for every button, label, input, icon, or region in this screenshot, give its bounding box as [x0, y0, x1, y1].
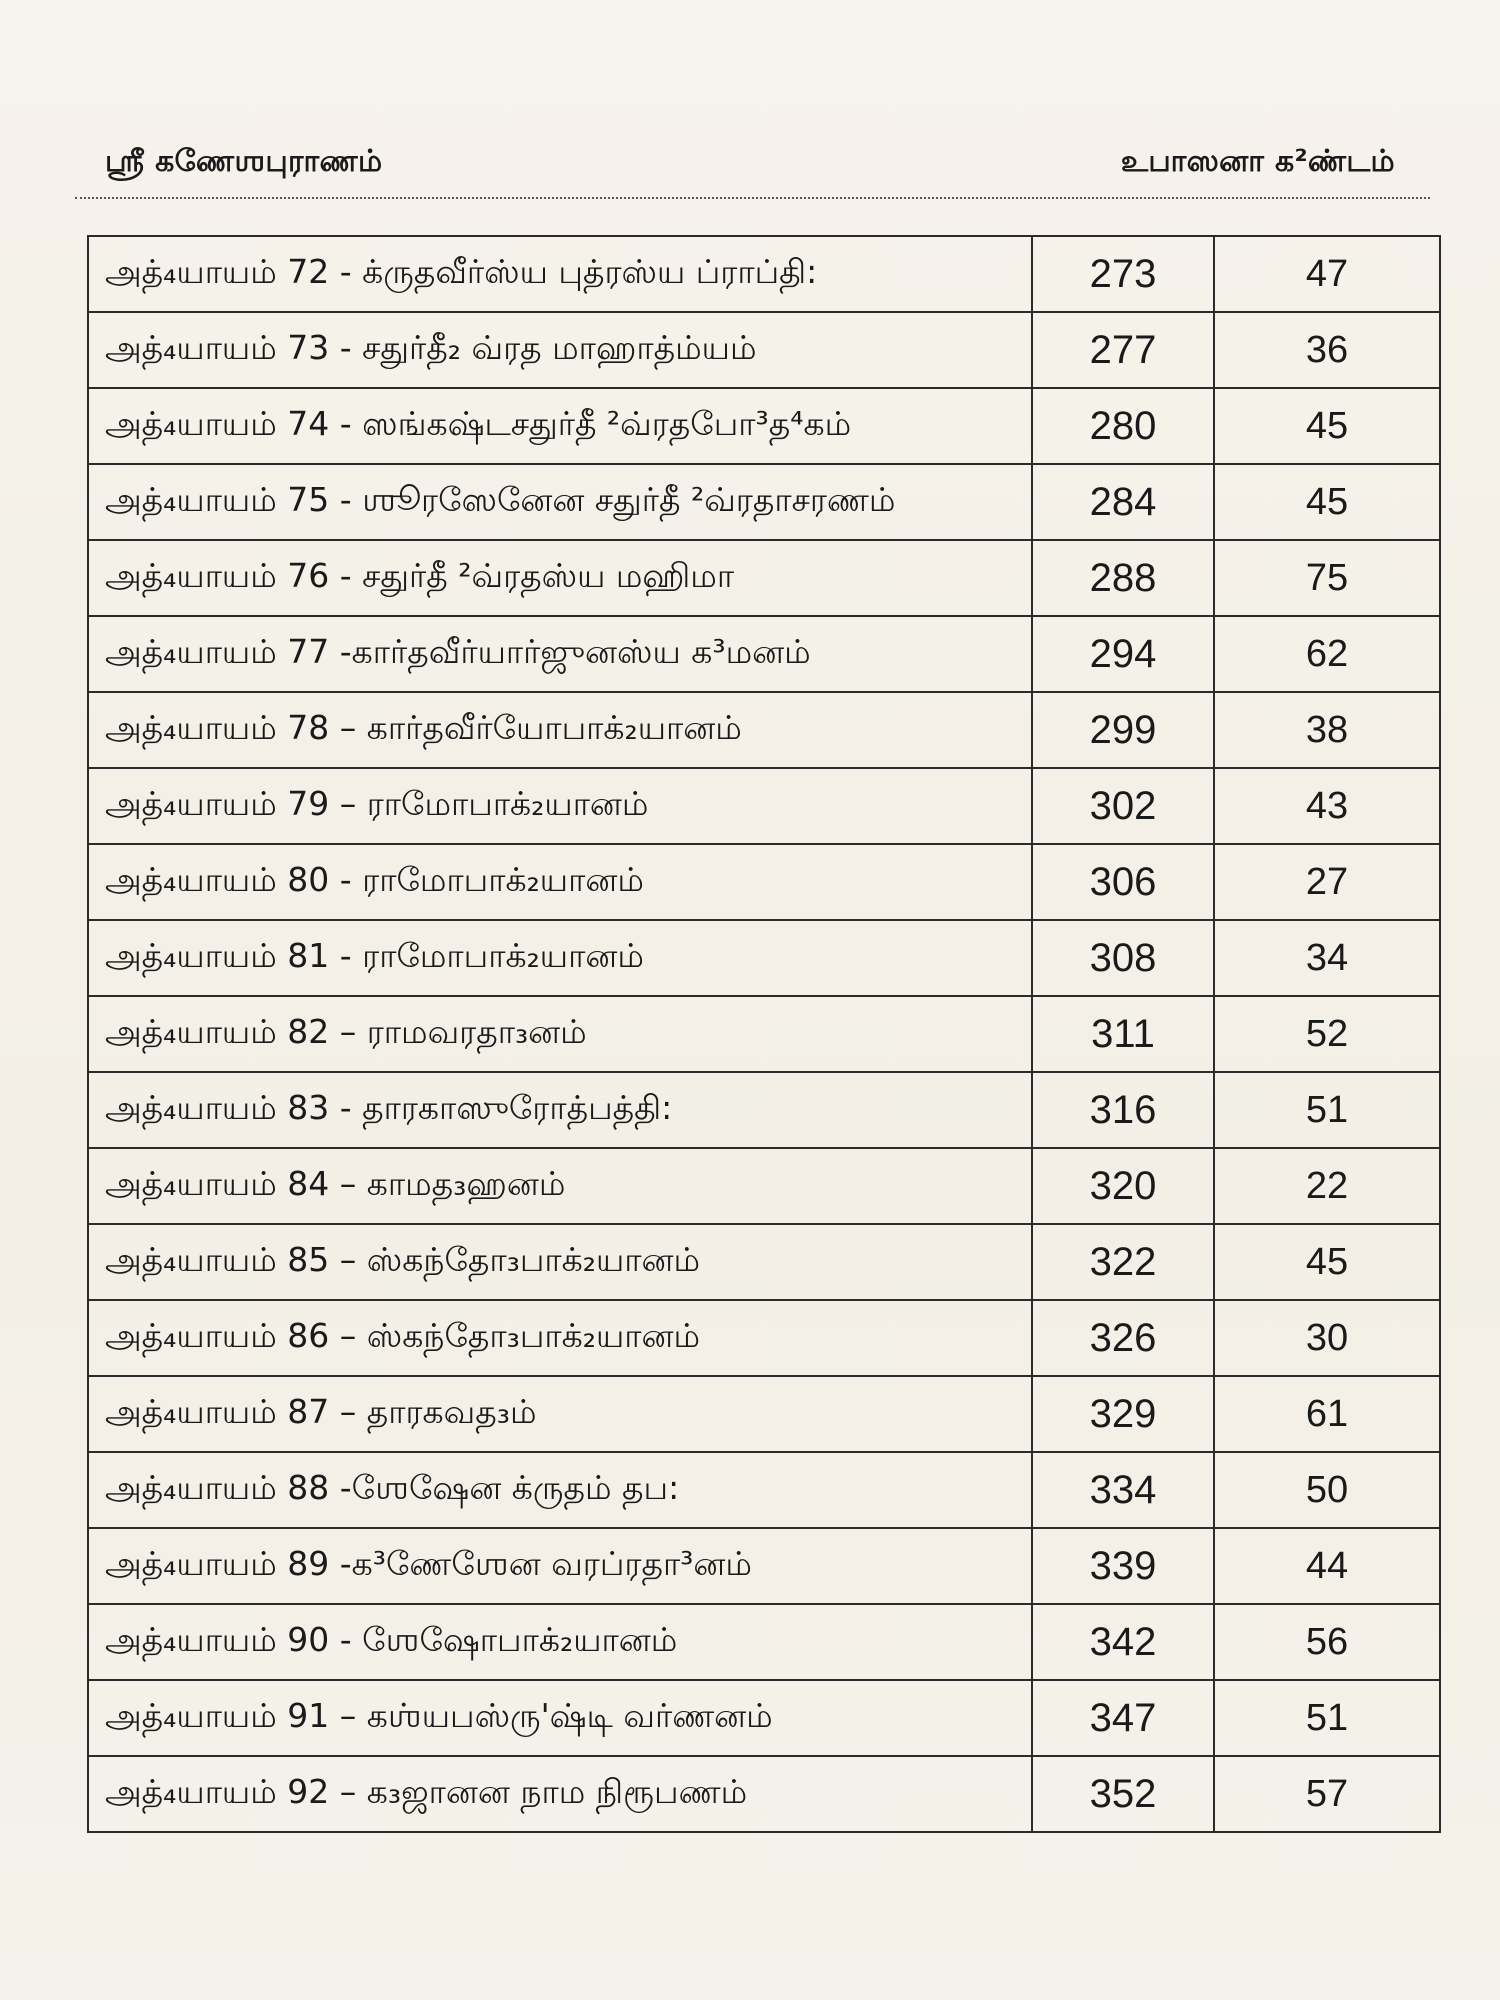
- table-row: [88, 1452, 1440, 1528]
- chapter-title: அத்₄யாயம் 89 -க³ணேஶேன வரப்ரதா³னம்: [88, 1528, 1032, 1604]
- chapter-title: அத்₄யாயம் 90 - ஶேஷோபாக்₂யானம்: [88, 1604, 1032, 1680]
- chapter-title: அத்₄யாயம் 85 – ஸ்கந்தோ₃பாக்₂யானம்: [88, 1224, 1032, 1300]
- page-number: 311: [1032, 996, 1214, 1072]
- verse-count: 62: [1214, 616, 1440, 692]
- verse-count: 47: [1214, 236, 1440, 312]
- table-row: [88, 996, 1440, 1072]
- table-row: [88, 692, 1440, 768]
- page-number: 342: [1032, 1604, 1214, 1680]
- verse-count: 45: [1214, 464, 1440, 540]
- page-number: 316: [1032, 1072, 1214, 1148]
- contents-table-body: [88, 236, 1440, 1832]
- page-number: 352: [1032, 1756, 1214, 1832]
- table-row: [88, 616, 1440, 692]
- page-number: 299: [1032, 692, 1214, 768]
- table-row: [88, 1072, 1440, 1148]
- chapter-title: அத்₄யாயம் 92 – க₃ஜானன நாம நிரூபணம்: [88, 1756, 1032, 1832]
- chapter-title: அத்₄யாயம் 91 – கஶ்யபஸ்ரு'ஷ்டி வர்ணனம்: [88, 1680, 1032, 1756]
- table-row: [88, 312, 1440, 388]
- page-number: 284: [1032, 464, 1214, 540]
- verse-count: 36: [1214, 312, 1440, 388]
- chapter-title: அத்₄யாயம் 83 - தாரகாஸுரோத்பத்தி:: [88, 1072, 1032, 1148]
- table-row: [88, 1376, 1440, 1452]
- table-row: [88, 1224, 1440, 1300]
- page-number: 288: [1032, 540, 1214, 616]
- verse-count: 43: [1214, 768, 1440, 844]
- verse-count: 52: [1214, 996, 1440, 1072]
- chapter-title: அத்₄யாயம் 77 -கார்தவீர்யார்ஜுனஸ்ய க³மனம்: [88, 616, 1032, 692]
- table-row: [88, 768, 1440, 844]
- running-header: [75, 138, 1425, 188]
- chapter-title: அத்₄யாயம் 81 - ராமோபாக்₂யானம்: [88, 920, 1032, 996]
- table-row: [88, 540, 1440, 616]
- chapter-title: அத்₄யாயம் 75 - ஶூரஸேனேன சதுர்தீ ²வ்ரதாசரணம்: [88, 464, 1032, 540]
- page-number: 320: [1032, 1148, 1214, 1224]
- chapter-title: அத்₄யாயம் 76 - சதுர்தீ ²வ்ரதஸ்ய மஹிமா: [88, 540, 1032, 616]
- verse-count: 75: [1214, 540, 1440, 616]
- table-row: [88, 920, 1440, 996]
- verse-count: 51: [1214, 1072, 1440, 1148]
- table-row: [88, 1528, 1440, 1604]
- chapter-title: அத்₄யாயம் 80 - ராமோபாக்₂யானம்: [88, 844, 1032, 920]
- table-row: [88, 1756, 1440, 1832]
- table-row: [88, 1300, 1440, 1376]
- verse-count: 56: [1214, 1604, 1440, 1680]
- page-number: 277: [1032, 312, 1214, 388]
- page-number: 302: [1032, 768, 1214, 844]
- verse-count: 61: [1214, 1376, 1440, 1452]
- chapter-title: அத்₄யாயம் 73 - சதுர்தீ₂ வ்ரத மாஹாத்ம்யம்: [88, 312, 1032, 388]
- page-number: 306: [1032, 844, 1214, 920]
- page-number: 273: [1032, 236, 1214, 312]
- verse-count: 44: [1214, 1528, 1440, 1604]
- chapter-title: அத்₄யாயம் 88 -ஶேஷேன க்ருதம் தப:: [88, 1452, 1032, 1528]
- page-number: 308: [1032, 920, 1214, 996]
- chapter-title: அத்₄யாயம் 72 - க்ருதவீர்ஸ்ய புத்ரஸ்ய ப்ராப்தி:: [88, 236, 1032, 312]
- table-row: [88, 388, 1440, 464]
- chapter-title: அத்₄யாயம் 79 – ராமோபாக்₂யானம்: [88, 768, 1032, 844]
- header-divider: [75, 197, 1430, 199]
- chapter-title: அத்₄யாயம் 82 – ராமவரதா₃னம்: [88, 996, 1032, 1072]
- page-number: 322: [1032, 1224, 1214, 1300]
- chapter-title: அத்₄யாயம் 87 – தாரகவத₃ம்: [88, 1376, 1032, 1452]
- page-number: 347: [1032, 1680, 1214, 1756]
- chapter-title: அத்₄யாயம் 86 – ஸ்கந்தோ₃பாக்₂யானம்: [88, 1300, 1032, 1376]
- table-row: [88, 236, 1440, 312]
- page-number: 294: [1032, 616, 1214, 692]
- table-row: [88, 1604, 1440, 1680]
- book-title: ஸ்ரீ கணேஶபுராணம்: [105, 144, 383, 179]
- verse-count: 45: [1214, 1224, 1440, 1300]
- chapter-title: அத்₄யாயம் 78 – கார்தவீர்யோபாக்₂யானம்: [88, 692, 1032, 768]
- table-row: [88, 1148, 1440, 1224]
- verse-count: 38: [1214, 692, 1440, 768]
- verse-count: 34: [1214, 920, 1440, 996]
- verse-count: 45: [1214, 388, 1440, 464]
- verse-count: 50: [1214, 1452, 1440, 1528]
- page-number: 280: [1032, 388, 1214, 464]
- verse-count: 27: [1214, 844, 1440, 920]
- verse-count: 22: [1214, 1148, 1440, 1224]
- contents-table: [87, 235, 1441, 1833]
- table-row: [88, 464, 1440, 540]
- table-row: [88, 844, 1440, 920]
- page-number: 329: [1032, 1376, 1214, 1452]
- page-number: 326: [1032, 1300, 1214, 1376]
- verse-count: 57: [1214, 1756, 1440, 1832]
- page-number: 339: [1032, 1528, 1214, 1604]
- chapter-title: அத்₄யாயம் 84 – காமத₃ஹனம்: [88, 1148, 1032, 1224]
- table-row: [88, 1680, 1440, 1756]
- verse-count: 30: [1214, 1300, 1440, 1376]
- verse-count: 51: [1214, 1680, 1440, 1756]
- section-title: உபாஸனா க²ண்டம்: [1120, 144, 1395, 179]
- chapter-title: அத்₄யாயம் 74 - ஸங்கஷ்டசதுர்தீ ²வ்ரதபோ³த⁴கம்: [88, 388, 1032, 464]
- page-number: 334: [1032, 1452, 1214, 1528]
